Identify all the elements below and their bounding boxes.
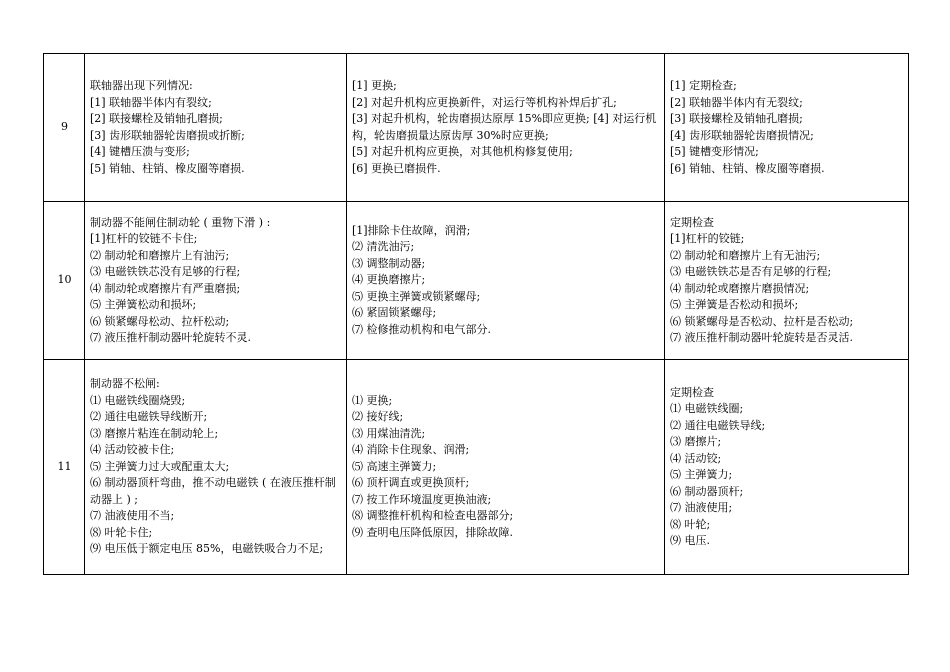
row-number: 11 <box>44 360 85 575</box>
cell-line: ⑸ 更换主弹簧或锁紧螺母; <box>352 289 481 303</box>
cell-line: [1]杠杆的铰链; <box>670 232 745 245</box>
cell-line: ⑷ 更换磨擦片; <box>352 273 426 287</box>
fault-cell <box>85 360 347 575</box>
cell-line: [1] 联轴器半体内有裂纹; <box>90 95 212 109</box>
inspection-cell <box>665 360 909 575</box>
cell-line: ⑵ 制动轮和磨擦片上有油污; <box>90 248 230 262</box>
cell-line: ⑴ 更换; <box>352 393 393 407</box>
cell-line: [1] 更换; <box>352 79 397 92</box>
cell-line: 定期检查 <box>670 215 714 229</box>
cell-line: ⑵ 通往电磁铁导线; <box>670 418 766 432</box>
cell-line: ⑼ 查明电压降低原因，排除故障. <box>352 525 513 539</box>
cell-line: [2] 联接螺栓及销轴孔磨损; <box>90 112 223 125</box>
cell-line: ⑻ 调整推杆机构和检查电器部分; <box>352 509 514 523</box>
cell-line: ⑷ 活动铰; <box>670 451 722 465</box>
cell-line: [1]排除卡住故障，润滑; <box>352 223 471 237</box>
cell-line: ⑶ 调整制动器; <box>352 256 426 270</box>
cell-line: [6] 更换已磨损件. <box>352 161 441 175</box>
cell-line: [3] 联接螺栓及销轴孔磨损; <box>670 112 803 125</box>
cell-line: [5] 键槽变形情况; <box>670 145 759 158</box>
cell-line: ⑸ 主弹簧是否松动和损坏; <box>670 298 799 311</box>
cell-line: [5] 销轴、柱销、橡皮圈等磨损. <box>90 161 245 175</box>
cell-line: [3] 齿形联轴器轮齿磨损或折断; <box>90 128 245 142</box>
cell-line: [4] 键槽压溃与变形; <box>90 145 190 158</box>
cell-line: ⑵ 清洗油污; <box>352 240 415 254</box>
cell-line: ⑶ 用煤油清洗; <box>352 426 426 440</box>
cell-line: ⑴ 电磁铁线圈; <box>670 402 744 415</box>
cell-line: ⑼ 电压低于额定电压 85%，电磁铁吸合力不足; <box>90 542 324 556</box>
cell-line: [1] 定期检查; <box>670 79 737 92</box>
cell-line: 定期检查 <box>670 385 714 399</box>
cell-line: ⑷ 活动铰被卡住; <box>90 443 175 457</box>
cell-line: [6] 销轴、柱销、橡皮圈等磨损. <box>670 161 825 175</box>
cell-line: ⑵ 通往电磁铁导线断开; <box>90 410 208 424</box>
cell-line: ⑷ 消除卡住现象、润滑; <box>352 443 470 457</box>
cell-line: ⑺ 油液使用不当; <box>90 509 175 523</box>
cell-line: 制动器不能闸住制动轮 ( 重物下滑 ) : <box>90 215 271 229</box>
cell-line: 制动器不松闸: <box>90 377 160 391</box>
cell-line: ⑸ 主弹簧力过大或配重太大; <box>90 459 230 473</box>
cell-line: ⑹ 顶杆调直或更换顶杆; <box>352 476 470 490</box>
table-row <box>44 360 909 575</box>
cell-line: ⑶ 磨擦片; <box>670 435 722 448</box>
row-number: 9 <box>44 54 85 202</box>
cell-line: ⑵ 制动轮和磨擦片上有无油污; <box>670 248 821 262</box>
cell-line: ⑹ 制动器顶杆; <box>670 484 744 498</box>
cell-line: ⑹ 紧固锁紧螺母; <box>352 306 437 320</box>
fault-cell <box>85 54 347 202</box>
table-row <box>44 202 909 360</box>
cell-line: ⑻ 叶轮卡住; <box>90 525 153 539</box>
cell-line: ⑵ 接好线; <box>352 410 404 424</box>
cell-line: ⑹ 制动器顶杆弯曲，推不动电磁铁 ( 在液压推杆制动器上 ) ; <box>90 476 336 506</box>
cell-line: ⑴ 电磁铁线圈烧毁; <box>90 393 186 407</box>
cell-line: ⑸ 主弹簧松动和损坏; <box>90 298 197 311</box>
fault-cell <box>85 202 347 360</box>
cell-line: [1]杠杆的铰链不卡住; <box>90 232 198 245</box>
remedy-cell <box>347 54 665 202</box>
cell-line: 联轴器出现下列情况: <box>90 79 193 92</box>
cell-line: ⑺ 液压推杆制动器叶轮旋转是否灵活. <box>670 331 853 344</box>
fault-table <box>43 53 909 575</box>
cell-line: ⑶ 电磁铁铁芯没有足够的行程; <box>90 265 241 278</box>
cell-line: ⑻ 叶轮; <box>670 517 711 531</box>
cell-line: ⑷ 制动轮或磨擦片有严重磨损; <box>90 281 241 295</box>
cell-line: [4] 齿形联轴器轮齿磨损情况; <box>670 128 814 142</box>
cell-line: [2] 对起升机构应更换新件，对运行等机构补焊后扩孔; <box>352 95 617 109</box>
cell-line: [2] 联轴器半体内有无裂纹; <box>670 95 803 109</box>
remedy-cell <box>347 202 665 360</box>
cell-line: ⑹ 锁紧螺母是否松动、拉杆是否松动; <box>670 314 854 328</box>
cell-line: ⑺ 按工作环境温度更换油液; <box>352 492 492 506</box>
remedy-cell <box>347 360 665 575</box>
cell-line: ⑹ 锁紧螺母松动、拉杆松动; <box>90 314 230 328</box>
cell-line: ⑺ 液压推杆制动器叶轮旋转不灵. <box>90 331 251 344</box>
cell-line: ⑺ 油液使用; <box>670 501 733 514</box>
cell-line: ⑷ 制动轮或磨擦片磨损情况; <box>670 281 810 295</box>
inspection-cell <box>665 54 909 202</box>
cell-line: ⑺ 检修推动机构和电气部分. <box>352 322 491 336</box>
row-number: 10 <box>44 202 85 360</box>
cell-line: ⑼ 电压. <box>670 534 710 547</box>
table-row <box>44 54 909 202</box>
cell-line: [3] 对起升机构，轮齿磨损达原厚 15%即应更换; [4] 对运行机构，轮齿磨损量达原齿厚 30%时应更换; <box>352 112 657 142</box>
cell-line: ⑶ 磨擦片粘连在制动轮上; <box>90 426 219 440</box>
inspection-cell <box>665 202 909 360</box>
cell-line: ⑸ 高速主弹簧力; <box>352 459 437 473</box>
cell-line: ⑸ 主弹簧力; <box>670 468 733 481</box>
cell-line: [5] 对起升机构应更换，对其他机构修复使用; <box>352 145 573 158</box>
cell-line: ⑶ 电磁铁铁芯是否有足够的行程; <box>670 265 832 278</box>
